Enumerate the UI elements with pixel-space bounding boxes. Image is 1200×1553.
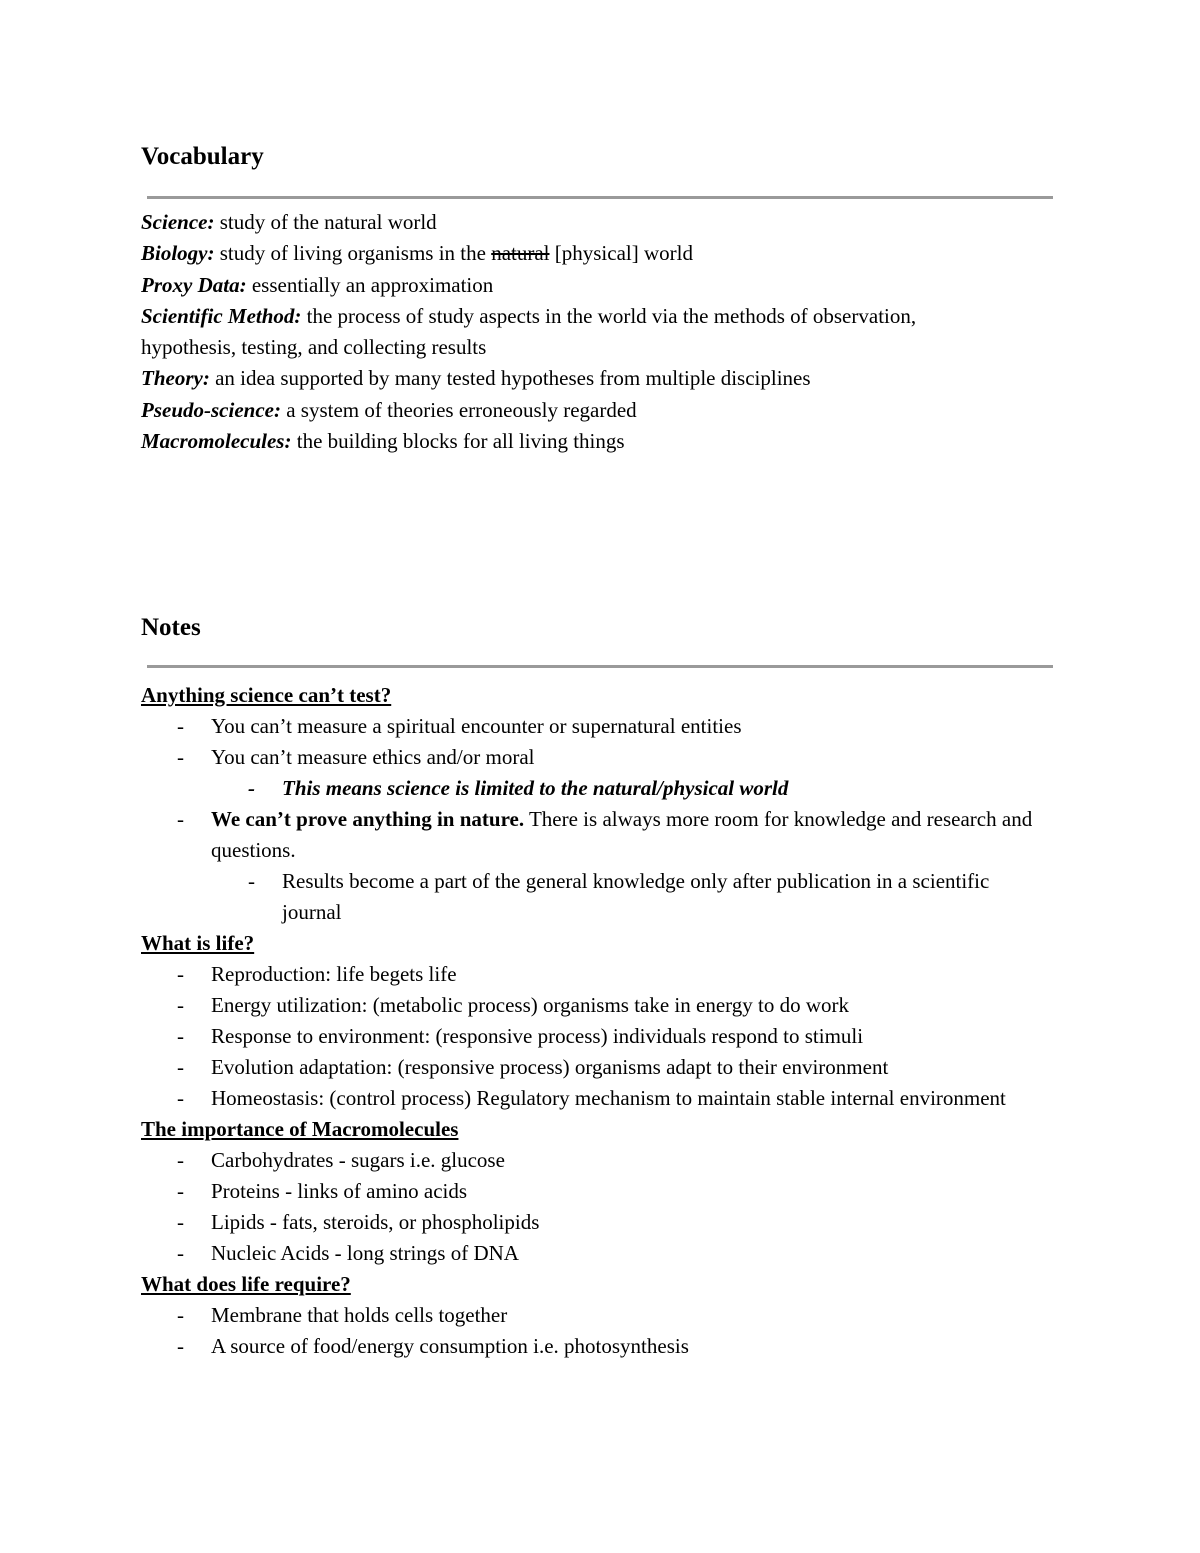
bullet-dash: - xyxy=(177,1086,184,1110)
list-item-text: You can’t measure a spiritual encounter or supernatural entities xyxy=(211,714,742,738)
list-item-text: Lipids - fats, steroids, or phospholipids xyxy=(211,1210,540,1234)
bullet-dash: - xyxy=(177,1210,184,1234)
list-item-text: Nucleic Acids - long strings of DNA xyxy=(211,1241,519,1265)
definition-science xyxy=(141,207,1041,238)
bullet-dash: - xyxy=(177,993,184,1017)
struck-word: natural xyxy=(491,241,550,266)
list-item-bold-text: We can’t prove anything in nature. xyxy=(211,807,525,831)
definition-text: [physical] world xyxy=(554,241,693,266)
bullet-dash: - xyxy=(177,1303,184,1327)
bullet-dash: - xyxy=(248,869,255,893)
definition-macromolecules xyxy=(141,426,1041,457)
bullet-dash: - xyxy=(177,745,184,769)
definition-text: hypothesis, testing, and collecting results xyxy=(141,335,487,360)
definition-text: study of the natural world xyxy=(219,210,437,234)
vocabulary-heading: Vocabulary xyxy=(141,143,264,170)
notes-divider xyxy=(147,665,1053,668)
list-item xyxy=(141,959,1041,990)
list-item xyxy=(141,866,1041,928)
definition-term: Proxy Data: xyxy=(141,272,247,297)
definition-text: the building blocks for all living things xyxy=(296,429,625,454)
definition-proxy-data xyxy=(141,270,1041,301)
definition-term: Theory: xyxy=(141,366,210,391)
list-item xyxy=(141,1052,1041,1083)
definition-biology xyxy=(141,238,1041,269)
section-title: What is life? xyxy=(141,931,255,955)
list-item xyxy=(141,773,1041,804)
list-item xyxy=(141,1145,1041,1176)
list-item xyxy=(141,990,1041,1021)
list-item-text: Reproduction: life begets life xyxy=(211,962,457,986)
bullet-dash: - xyxy=(177,714,184,738)
list-item xyxy=(141,1083,1041,1114)
definition-term: Pseudo-science: xyxy=(141,397,281,422)
definition-text: the process of study aspects in the world via the methods of observation, xyxy=(306,303,917,328)
list-item xyxy=(141,1021,1041,1052)
list-item-text: Results become a part of the general knowledge only after publication in a scientific journal xyxy=(282,869,990,924)
definition-term: Macromolecules: xyxy=(141,429,292,454)
list-item-text: You can’t measure ethics and/or moral xyxy=(211,745,535,769)
section-title: What does life require? xyxy=(141,1272,351,1296)
list-item-text: A source of food/energy consumption i.e. photosynthesis xyxy=(211,1334,689,1358)
list-item-text: Carbohydrates - sugars i.e. glucose xyxy=(211,1148,505,1172)
definition-pseudo-science xyxy=(141,395,1041,426)
definition-text: an idea supported by many tested hypotheses from multiple disciplines xyxy=(215,366,811,391)
definition-scientific-method-continuation xyxy=(141,332,1041,363)
definition-term: Science: xyxy=(141,210,215,234)
definition-text: essentially an approximation xyxy=(251,272,494,297)
section-title: The importance of Macromolecules xyxy=(141,1117,459,1141)
list-item-text: Evolution adaptation: (responsive process) organisms adapt to their environment xyxy=(211,1055,889,1079)
definition-text: a system of theories erroneously regarded xyxy=(286,397,637,422)
vocabulary-list xyxy=(141,207,1041,457)
list-item-text: Membrane that holds cells together xyxy=(211,1303,508,1327)
list-item-text: Homeostasis: (control process) Regulatory mechanism to maintain stable internal environment xyxy=(211,1086,1006,1110)
list-item xyxy=(141,1207,1041,1238)
list-item xyxy=(141,1331,1041,1362)
list-item-text: There is always more room for knowledge and research and questions. xyxy=(211,807,1033,862)
bullet-dash: - xyxy=(177,1148,184,1172)
list-item xyxy=(141,711,1041,742)
list-item xyxy=(141,804,1041,866)
list-item-text: This means science is limited to the natural/physical world xyxy=(282,776,789,800)
bullet-dash: - xyxy=(177,1241,184,1265)
bullet-dash: - xyxy=(177,1334,184,1358)
definition-term: Biology: xyxy=(141,241,215,266)
definition-term: Scientific Method: xyxy=(141,303,302,328)
vocabulary-divider xyxy=(147,196,1053,199)
list-item-text: Energy utilization: (metabolic process) organisms take in energy to do work xyxy=(211,993,850,1017)
list-item xyxy=(141,1238,1041,1269)
list-item xyxy=(141,1176,1041,1207)
bullet-dash: - xyxy=(248,776,255,800)
bullet-dash: - xyxy=(177,807,184,831)
list-item xyxy=(141,742,1041,773)
list-item xyxy=(141,1300,1041,1331)
notes-heading: Notes xyxy=(141,614,201,641)
definition-theory xyxy=(141,363,1041,394)
notes-body xyxy=(141,680,1041,1362)
list-item-text: Proteins - links of amino acids xyxy=(211,1179,468,1203)
bullet-dash: - xyxy=(177,962,184,986)
bullet-dash: - xyxy=(177,1055,184,1079)
list-item-text: Response to environment: (responsive process) individuals respond to stimuli xyxy=(211,1024,864,1048)
definition-scientific-method xyxy=(141,301,1041,332)
bullet-dash: - xyxy=(177,1024,184,1048)
section-title: Anything science can’t test? xyxy=(141,683,392,707)
bullet-dash: - xyxy=(177,1179,184,1203)
definition-text: study of living organisms in the xyxy=(219,241,486,266)
